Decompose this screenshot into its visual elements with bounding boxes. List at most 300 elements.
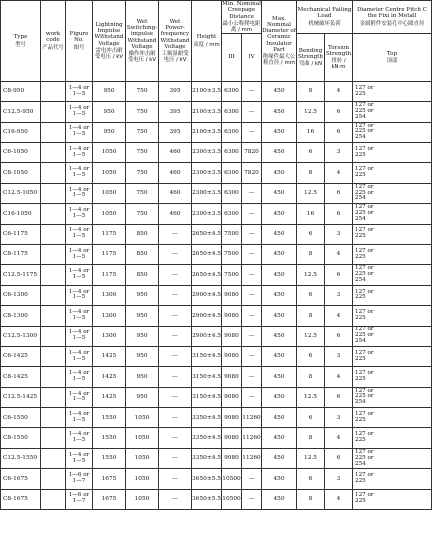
cell-wet-switching: 1050: [126, 448, 159, 468]
cell-wet-switching: 950: [126, 306, 159, 326]
cell-figure: [66, 265, 93, 285]
cell-figure-line: 1—5: [72, 192, 86, 199]
cell-figure-line: 1—4 or: [68, 390, 90, 397]
cell-height: 2900±4.5: [192, 306, 222, 326]
cell-figure-line: 1—4 or: [68, 227, 90, 234]
cell-figure-line: 1—4 or: [68, 308, 90, 315]
cell-torsion: 3: [325, 408, 353, 428]
cell-bending: 8: [297, 428, 325, 448]
header-pitch-top: [353, 33, 432, 81]
cell-height: 3350±4.5: [192, 448, 222, 468]
header-height: [192, 1, 222, 82]
cell-wet-switching: 750: [126, 143, 159, 163]
cell-torsion: 6: [325, 265, 353, 285]
cell-figure-line: 1—4 or: [68, 431, 90, 438]
cell-pitch-line: 254: [355, 338, 366, 345]
cell-figure: [66, 285, 93, 305]
cell-figure-line: 1—4 or: [68, 288, 90, 295]
cell-figure-line: 1—4 or: [68, 125, 90, 132]
cell-pitch-line: 225 or: [355, 393, 374, 400]
cell-figure-line: 1—4 or: [68, 84, 90, 91]
cell-work-code: [41, 143, 66, 163]
cell-diameter: 450: [262, 244, 297, 264]
cell-bending: 6: [297, 224, 325, 244]
cell-height: 3150±4.5: [192, 346, 222, 366]
cell-figure-line: 1—5: [72, 151, 86, 158]
cell-wet-switching: 1050: [126, 489, 159, 509]
cell-height: 2650±4.5: [192, 224, 222, 244]
cell-type: C6-1300: [1, 285, 41, 305]
cell-bending: 12.5: [297, 102, 325, 122]
header-pitch-top-cn: 顶部: [386, 57, 398, 64]
cell-figure-line: 1—4 or: [68, 105, 90, 112]
cell-figure-line: 1—4 or: [68, 370, 90, 377]
cell-pitch: [353, 306, 432, 326]
cell-type: C8-1050: [1, 163, 41, 183]
cell-pitch-line: 127 or: [355, 448, 374, 455]
cell-wet-power: —: [159, 387, 192, 407]
header-bending-cn: 弯曲 / kN: [298, 61, 323, 68]
cell-figure-line: 1—4 or: [68, 349, 90, 356]
cell-wet-power: 395: [159, 102, 192, 122]
cell-wet-power: —: [159, 469, 192, 489]
cell-pitch: [353, 408, 432, 428]
cell-diameter: 450: [262, 326, 297, 346]
cell-pitch-line: 225: [355, 416, 366, 423]
header-torsion-en: Torsion Strength: [325, 44, 352, 57]
table-row: [1, 326, 432, 346]
header-lightning: [93, 1, 126, 82]
cell-pitch-line: 254: [355, 399, 366, 406]
header-height-en: Height: [196, 34, 217, 41]
cell-work-code: [41, 122, 66, 142]
cell-figure-line: 1—5: [72, 172, 86, 179]
cell-figure-line: 1—5: [72, 253, 86, 260]
header-diameter: [262, 1, 297, 82]
cell-type: C8-1175: [1, 244, 41, 264]
header-bending-en: Bending Strength: [297, 47, 324, 60]
cell-bending: 8: [297, 163, 325, 183]
header-work-code-en: work code: [45, 31, 61, 44]
cell-figure-line: 1—6 or: [68, 492, 90, 499]
cell-type: C8-1675: [1, 489, 41, 509]
cell-torsion: 4: [325, 428, 353, 448]
cell-wet-switching: 750: [126, 163, 159, 183]
cell-figure: [66, 224, 93, 244]
header-lightning-en: Lightning Impulse Withstand Voltage: [94, 21, 124, 47]
cell-figure-line: 1—7: [72, 498, 86, 505]
cell-bending: 8: [297, 367, 325, 387]
header-mechanical: [297, 1, 353, 34]
cell-type: C16-950: [1, 122, 41, 142]
cell-figure: [66, 367, 93, 387]
cell-figure-line: 1—5: [72, 376, 86, 382]
cell-pitch: [353, 428, 432, 448]
cell-type: C12.5-950: [1, 102, 41, 122]
cell-work-code: [41, 204, 66, 224]
cell-figure: [66, 387, 93, 407]
cell-torsion: 4: [325, 244, 353, 264]
cell-bending: 12.5: [297, 326, 325, 346]
cell-bending: 6: [297, 143, 325, 163]
cell-torsion: 6: [325, 204, 353, 224]
header-wet-switching: [126, 1, 159, 82]
cell-creepage-iii: 10500: [222, 489, 242, 509]
cell-pitch-line: 127 or: [355, 265, 374, 272]
header-diameter-cn: 绝缘件最大公称直径 / mm: [262, 54, 296, 67]
table-row: [1, 387, 432, 407]
cell-height: 3150±4.5: [192, 387, 222, 407]
cell-pitch: [353, 326, 432, 346]
cell-pitch-line: 127 or: [355, 166, 374, 173]
header-pitch-cn: 金属附件安装孔中心圆直径: [359, 20, 425, 27]
cell-creepage-iii: 6300: [222, 81, 242, 101]
cell-pitch: [353, 163, 432, 183]
cell-work-code: [41, 326, 66, 346]
cell-bending: 16: [297, 204, 325, 224]
cell-torsion: 4: [325, 306, 353, 326]
cell-type: C6-1675: [1, 469, 41, 489]
cell-type: C8-950: [1, 81, 41, 101]
cell-type: C12.5-1550: [1, 448, 41, 468]
cell-pitch: [353, 122, 432, 142]
cell-pitch-line: 127 or: [355, 288, 374, 295]
cell-work-code: [41, 163, 66, 183]
cell-torsion: 4: [325, 489, 353, 509]
table-row: [1, 285, 432, 305]
cell-figure-line: 1—5: [72, 457, 86, 464]
cell-lightning: 1050: [93, 204, 126, 224]
cell-pitch-line: 225: [355, 151, 366, 158]
cell-wet-switching: 1050: [126, 408, 159, 428]
cell-pitch-line: 225 or: [355, 271, 374, 278]
cell-wet-power: 460: [159, 204, 192, 224]
table-row: [1, 81, 432, 101]
cell-pitch-line: 127 or: [355, 370, 374, 377]
cell-creepage-iv: —: [242, 183, 262, 203]
table-row: [1, 306, 432, 326]
cell-lightning: 1050: [93, 163, 126, 183]
header-pitch: [353, 1, 432, 34]
header-figure-en: Figure No.: [69, 31, 89, 44]
cell-work-code: [41, 306, 66, 326]
cell-figure: [66, 469, 93, 489]
header-creepage: [222, 1, 262, 34]
cell-pitch-line: 127 or: [355, 204, 374, 211]
cell-pitch: [353, 143, 432, 163]
cell-lightning: 1175: [93, 265, 126, 285]
cell-work-code: [41, 489, 66, 509]
cell-figure-line: 1—4 or: [68, 186, 90, 193]
table-row: [1, 163, 432, 183]
cell-bending: 6: [297, 285, 325, 305]
cell-figure-line: 1—4 or: [68, 451, 90, 458]
cell-creepage-iv: 11260: [242, 448, 262, 468]
cell-height: 3150±4.5: [192, 367, 222, 387]
cell-pitch-line: 127 or: [355, 308, 374, 315]
header-wet-power-cn: 工频湿耐受电压 / kV: [161, 51, 189, 64]
cell-figure-line: 1—6 or: [68, 472, 90, 479]
cell-diameter: 450: [262, 346, 297, 366]
cell-lightning: 1550: [93, 408, 126, 428]
cell-lightning: 1300: [93, 285, 126, 305]
cell-height: 3350±4.5: [192, 408, 222, 428]
cell-pitch-line: 254: [355, 276, 366, 283]
cell-diameter: 450: [262, 163, 297, 183]
cell-wet-power: —: [159, 489, 192, 509]
cell-pitch: [353, 265, 432, 285]
cell-diameter: 450: [262, 183, 297, 203]
cell-pitch-line: 127 or: [355, 122, 374, 129]
cell-work-code: [41, 265, 66, 285]
cell-figure-line: 1—4 or: [68, 207, 90, 214]
cell-creepage-iii: 9080: [222, 306, 242, 326]
cell-pitch-line: 127 or: [355, 349, 374, 356]
cell-figure-line: 1—5: [72, 212, 86, 219]
cell-figure-line: 1—5: [72, 437, 86, 444]
table-row: [1, 469, 432, 489]
cell-diameter: 450: [262, 143, 297, 163]
cell-type: C8-1425: [1, 367, 41, 387]
cell-wet-switching: 950: [126, 367, 159, 387]
header-work-code: [41, 1, 66, 82]
cell-pitch-line: 225: [355, 477, 366, 484]
cell-creepage-iii: 7500: [222, 265, 242, 285]
cell-figure: [66, 408, 93, 428]
cell-torsion: 3: [325, 469, 353, 489]
table-row: [1, 428, 432, 448]
cell-figure: [66, 204, 93, 224]
cell-height: 2900±4.5: [192, 285, 222, 305]
header-creepage-en: Min. Nominal Creepage Distance: [222, 1, 261, 20]
cell-pitch-line: 225: [355, 172, 366, 179]
cell-torsion: 6: [325, 448, 353, 468]
cell-torsion: 3: [325, 346, 353, 366]
cell-figure: [66, 346, 93, 366]
cell-torsion: 6: [325, 122, 353, 142]
cell-pitch: [353, 469, 432, 489]
cell-lightning: 1175: [93, 244, 126, 264]
cell-work-code: [41, 183, 66, 203]
cell-torsion: 4: [325, 367, 353, 387]
cell-work-code: [41, 81, 66, 101]
cell-pitch-line: 225: [355, 355, 366, 362]
cell-torsion: 6: [325, 102, 353, 122]
header-lightning-cn: 雷电冲击耐受电压 / kV: [94, 47, 124, 60]
cell-wet-power: —: [159, 408, 192, 428]
cell-pitch-line: 225 or: [355, 128, 374, 135]
cell-wet-power: 460: [159, 183, 192, 203]
cell-figure: [66, 306, 93, 326]
cell-pitch-line: 254: [355, 113, 366, 120]
cell-pitch-line: 127 or: [355, 387, 374, 394]
cell-height: 2300±3.5: [192, 163, 222, 183]
cell-torsion: 3: [325, 224, 353, 244]
cell-pitch-line: 225: [355, 437, 366, 444]
table-row: [1, 489, 432, 509]
cell-pitch-line: 225 or: [355, 332, 374, 339]
cell-work-code: [41, 428, 66, 448]
cell-creepage-iii: 6300: [222, 163, 242, 183]
cell-creepage-iv: —: [242, 102, 262, 122]
cell-bending: 12.5: [297, 448, 325, 468]
cell-diameter: 450: [262, 448, 297, 468]
cell-type: C12.5-1050: [1, 183, 41, 203]
cell-lightning: 1675: [93, 489, 126, 509]
cell-figure-line: 1—7: [72, 477, 86, 484]
cell-diameter: 450: [262, 306, 297, 326]
cell-wet-switching: 950: [126, 285, 159, 305]
cell-diameter: 450: [262, 387, 297, 407]
cell-wet-switching: 850: [126, 224, 159, 244]
cell-lightning: 1550: [93, 428, 126, 448]
cell-pitch-line: 254: [355, 195, 366, 202]
cell-figure: [66, 163, 93, 183]
cell-pitch-line: 127 or: [355, 227, 374, 234]
cell-wet-switching: 750: [126, 204, 159, 224]
table-row: [1, 346, 432, 366]
cell-type: C8-1300: [1, 306, 41, 326]
cell-figure-line: 1—5: [72, 396, 86, 403]
cell-pitch-line: 254: [355, 134, 366, 141]
cell-wet-switching: 750: [126, 122, 159, 142]
table-row: [1, 448, 432, 468]
cell-height: 2100±3.5: [192, 122, 222, 142]
cell-creepage-iv: —: [242, 469, 262, 489]
cell-figure-line: 1—4 or: [68, 410, 90, 417]
header-pitch-top-en: Top: [386, 50, 398, 57]
cell-height: 2300±3.5: [192, 204, 222, 224]
cell-creepage-iv: —: [242, 306, 262, 326]
cell-creepage-iv: —: [242, 244, 262, 264]
cell-figure-line: 1—5: [72, 274, 86, 281]
cell-pitch-line: 127 or: [355, 410, 374, 417]
cell-work-code: [41, 367, 66, 387]
cell-work-code: [41, 102, 66, 122]
cell-figure-line: 1—4 or: [68, 166, 90, 173]
cell-wet-switching: 850: [126, 265, 159, 285]
cell-pitch: [353, 285, 432, 305]
cell-pitch-line: 127 or: [355, 84, 374, 91]
cell-bending: 12.5: [297, 265, 325, 285]
cell-pitch: [353, 346, 432, 366]
cell-wet-power: 460: [159, 143, 192, 163]
cell-creepage-iii: 7500: [222, 244, 242, 264]
header-wet-switching-en: Wet Switching-impulse Withstand Voltage: [126, 18, 158, 50]
cell-lightning: 1050: [93, 183, 126, 203]
cell-pitch-line: 127 or: [355, 431, 374, 438]
cell-wet-switching: 750: [126, 102, 159, 122]
cell-wet-switching: 1050: [126, 469, 159, 489]
cell-bending: 6: [297, 408, 325, 428]
header-mechanical-cn: 机械破坏负荷: [308, 20, 341, 27]
cell-wet-switching: 950: [126, 346, 159, 366]
cell-lightning: 1550: [93, 448, 126, 468]
cell-height: 2650±4.5: [192, 265, 222, 285]
cell-diameter: 450: [262, 224, 297, 244]
table-row: [1, 367, 432, 387]
header-pitch-en: Diameter Centre Pitch C the Fixi in Metall: [357, 7, 428, 20]
cell-figure: [66, 448, 93, 468]
cell-type: C6-1425: [1, 346, 41, 366]
header-creepage-iv: IV: [242, 33, 262, 81]
header-diameter-en: Max. Nominal Diameter of Ceramic Insulator Part: [262, 15, 296, 53]
cell-figure: [66, 183, 93, 203]
cell-pitch: [353, 183, 432, 203]
header-creepage-iii: III: [222, 33, 242, 81]
cell-diameter: 450: [262, 428, 297, 448]
cell-figure: [66, 102, 93, 122]
cell-type: C6-1175: [1, 224, 41, 244]
cell-work-code: [41, 224, 66, 244]
cell-creepage-iii: 7500: [222, 224, 242, 244]
cell-figure-line: 1—4 or: [68, 247, 90, 254]
cell-diameter: 450: [262, 367, 297, 387]
cell-wet-switching: 950: [126, 326, 159, 346]
cell-type: C12.5-1300: [1, 326, 41, 346]
cell-wet-power: —: [159, 224, 192, 244]
cell-type: C12.5-1175: [1, 265, 41, 285]
cell-height: 3650±5.5: [192, 489, 222, 509]
cell-pitch: [353, 204, 432, 224]
cell-creepage-iii: 9080: [222, 448, 242, 468]
cell-wet-switching: 950: [126, 387, 159, 407]
cell-figure-line: 1—5: [72, 110, 86, 117]
cell-pitch: [353, 367, 432, 387]
cell-pitch-line: 225: [355, 376, 366, 382]
cell-pitch-line: 225: [355, 253, 366, 260]
cell-creepage-iv: —: [242, 346, 262, 366]
cell-height: 2100±3.5: [192, 102, 222, 122]
table-row: [1, 122, 432, 142]
cell-lightning: 1425: [93, 387, 126, 407]
cell-creepage-iii: 9080: [222, 367, 242, 387]
cell-wet-power: —: [159, 326, 192, 346]
cell-torsion: 6: [325, 387, 353, 407]
cell-bending: 12.5: [297, 387, 325, 407]
cell-pitch-line: 225: [355, 314, 366, 321]
cell-figure-line: 1—4 or: [68, 268, 90, 275]
cell-creepage-iv: —: [242, 285, 262, 305]
cell-bending: 8: [297, 306, 325, 326]
cell-lightning: 1425: [93, 346, 126, 366]
cell-torsion: 3: [325, 285, 353, 305]
cell-bending: 8: [297, 81, 325, 101]
cell-figure: [66, 244, 93, 264]
cell-wet-power: 460: [159, 163, 192, 183]
cell-pitch-line: 225: [355, 233, 366, 240]
cell-work-code: [41, 346, 66, 366]
cell-creepage-iv: 7820: [242, 163, 262, 183]
table-row: [1, 102, 432, 122]
cell-pitch-line: 254: [355, 215, 366, 222]
cell-torsion: 6: [325, 326, 353, 346]
cell-creepage-iii: 9080: [222, 408, 242, 428]
header-creepage-cn: 最小公称爬电距离 / mm: [222, 20, 261, 33]
cell-pitch-line: 127 or: [355, 183, 374, 190]
cell-pitch: [353, 489, 432, 509]
cell-figure-line: 1—5: [72, 294, 86, 301]
cell-wet-power: —: [159, 285, 192, 305]
cell-pitch: [353, 448, 432, 468]
header-figure: [66, 1, 93, 82]
cell-pitch-line: 127 or: [355, 145, 374, 152]
cell-figure-line: 1—5: [72, 335, 86, 342]
cell-pitch-line: 225 or: [355, 189, 374, 196]
cell-height: 3650±5.5: [192, 469, 222, 489]
cell-figure-line: 1—4 or: [68, 329, 90, 336]
cell-creepage-iv: —: [242, 326, 262, 346]
